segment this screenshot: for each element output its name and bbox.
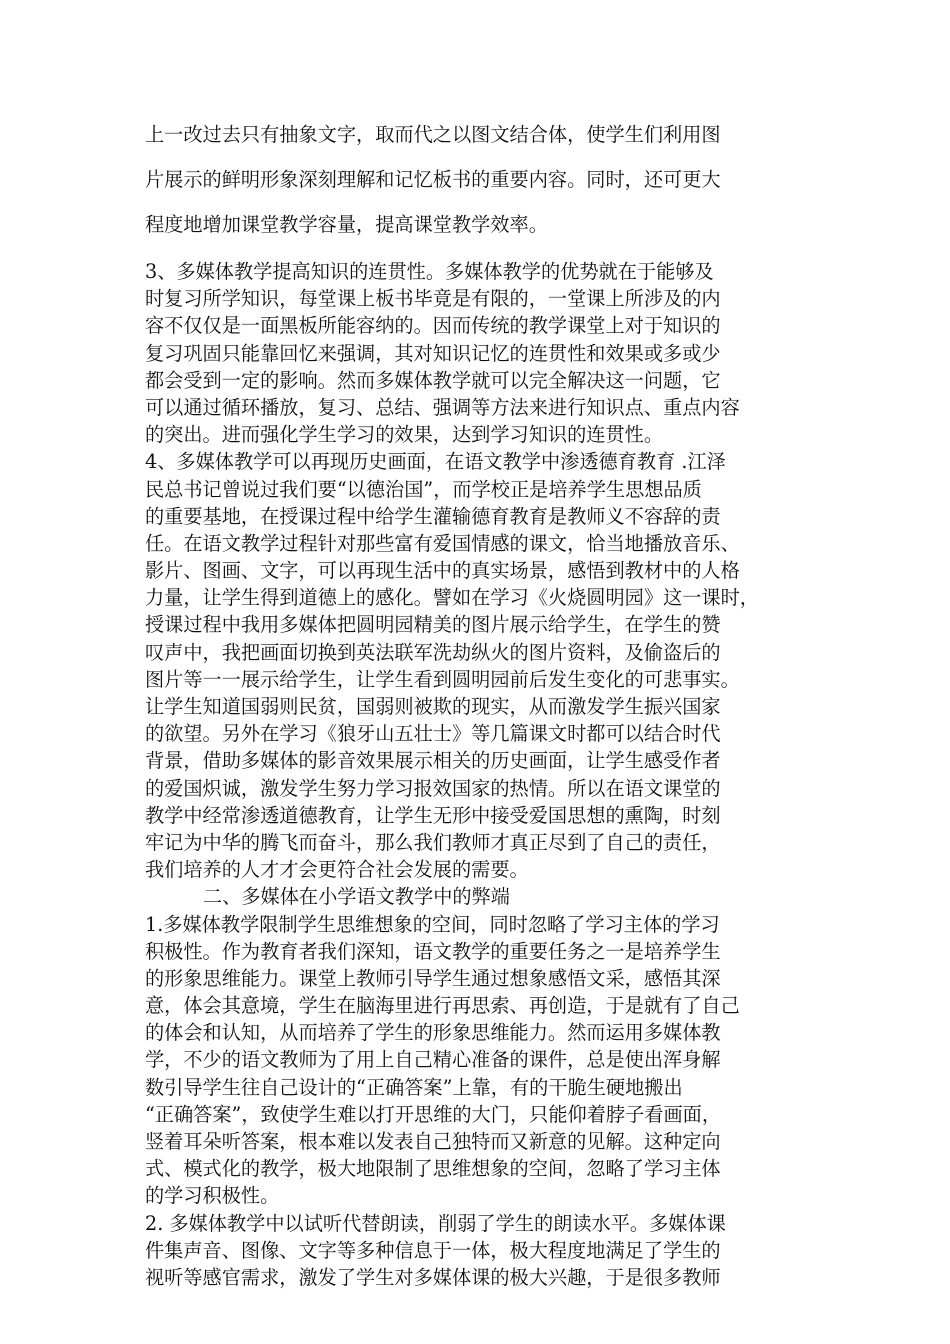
text-line: 学，不少的语文教师为了用上自己精心准备的课件，总是使出浑身解 bbox=[145, 1048, 721, 1072]
text-line: 教学中经常渗透道德教育，让学生无形中接受爱国思想的熏陶，时刻 bbox=[145, 803, 721, 827]
text-line: “正确答案”，致使学生难以打开思维的大门，只能仰着脖子看画面， bbox=[145, 1102, 722, 1126]
text-line: 意，体会其意境，学生在脑海里进行再思索、再创造，于是就有了自己 bbox=[145, 994, 740, 1018]
text-line: 叹声中，我把画面切换到英法联军洗劫纵火的图片资料，及偷盗后的 bbox=[145, 640, 721, 664]
text-line: 的爱国炽诚，激发学生努力学习报效国家的热情。所以在语文课堂的 bbox=[145, 776, 721, 800]
text-line: 图片等一一展示给学生，让学生看到圆明园前后发生变化的可悲事实。 bbox=[145, 667, 740, 691]
text-line: 的重要基地，在授课过程中给学生灌输德育教育是教师义不容辞的责 bbox=[145, 504, 721, 528]
text-line: 3、多媒体教学提高知识的连贯性。多媒体教学的优势就在于能够及 bbox=[145, 260, 714, 283]
text-line: 的学习积极性。 bbox=[145, 1184, 280, 1208]
text-line: 片展示的鲜明形象深刻理解和记忆板书的重要内容。同时，还可更大 bbox=[145, 168, 721, 191]
text-line: 授课过程中我用多媒体把圆明园精美的图片展示给学生，在学生的赞 bbox=[145, 613, 721, 637]
text-line: 的体会和认知，从而培养了学生的形象思维能力。然而运用多媒体教 bbox=[145, 1021, 721, 1045]
text-line: 影片、图画、文字，可以再现生活中的真实场景，感悟到教材中的人格 bbox=[145, 559, 740, 583]
text-line: 2. 多媒体教学中以试听代替朗读，削弱了学生的朗读水平。多媒体课 bbox=[145, 1211, 726, 1235]
text-line: 竖着耳朵听答案，根本难以发表自己独特而又新意的见解。这种定向 bbox=[145, 1130, 721, 1153]
body-text bbox=[145, 258, 813, 1291]
text-line: 让学生知道国弱则民贫，国弱则被欺的现实，从而激发学生振兴国家 bbox=[145, 695, 721, 718]
text-line: 的欲望。另外在学习《狼牙山五壮士》等几篇课文时都可以结合时代 bbox=[145, 722, 721, 746]
text-line: 视听等感官需求，激发了学生对多媒体课的极大兴趣，于是很多教师 bbox=[145, 1265, 721, 1289]
intro-paragraph bbox=[145, 112, 813, 247]
text-line: 的突出。进而强化学生学习的效果，达到学习知识的连贯性。 bbox=[145, 423, 664, 447]
text-line: 时复习所学知识，每堂课上板书毕竟是有限的，一堂课上所涉及的内 bbox=[145, 287, 721, 311]
text-line: 牢记为中华的腾飞而奋斗，那么我们教师才真正尽到了自己的责任， bbox=[145, 830, 721, 854]
text-line: 可以通过循环播放，复习、总结、强调等方法来进行知识点、重点内容 bbox=[145, 395, 740, 419]
text-line: 任。在语文教学过程针对那些富有爱国情感的课文，恰当地播放音乐、 bbox=[145, 531, 740, 555]
text-line: 都会受到一定的影响。然而多媒体教学就可以完全解决这一问题，它 bbox=[145, 368, 721, 392]
text-line: 1.多媒体教学限制学生思维想象的空间，同时忽略了学习主体的学习 bbox=[145, 912, 720, 936]
text-line: 背景，借助多媒体的影音效果展示相关的历史画面，让学生感受作者 bbox=[145, 749, 721, 773]
text-line: 复习巩固只能靠回忆来强调，其对知识记忆的连贯性和效果或多或少 bbox=[145, 341, 721, 365]
text-line: 积极性。作为教育者我们深知，语文教学的重要任务之一是培养学生 bbox=[145, 939, 721, 963]
text-line: 4、多媒体教学可以再现历史画面，在语文教学中渗透德育教育 .江泽 bbox=[145, 450, 726, 474]
text-line: 程度地增加课堂教学容量，提高课堂教学效率。 bbox=[145, 213, 548, 236]
text-line: 力量，让学生得到道德上的感化。譬如在学习《火烧圆明园》这一课时， bbox=[145, 586, 759, 610]
text-line: 式、模式化的教学，极大地限制了思维想象的空间，忽略了学习主体 bbox=[145, 1157, 721, 1181]
text-line: 件集声音、图像、文字等多种信息于一体，极大程度地满足了学生的 bbox=[145, 1238, 721, 1262]
text-line: 的形象思维能力。课堂上教师引导学生通过想象感悟文采，感悟其深 bbox=[145, 966, 721, 990]
section-heading: 二、多媒体在小学语文教学中的弊端 bbox=[203, 885, 510, 909]
text-line: 上一改过去只有抽象文字，取而代之以图文结合体，使学生们利用图 bbox=[145, 123, 721, 146]
text-line: 民总书记曾说过我们要“以德治国”，而学校正是培养学生思想品质 bbox=[145, 477, 702, 501]
text-line: 容不仅仅是一面黑板所能容纳的。因而传统的教学课堂上对于知识的 bbox=[145, 314, 721, 338]
text-line: 数引导学生往自己设计的“正确答案”上靠，有的干脆生硬地搬出 bbox=[145, 1075, 683, 1099]
text-line: 我们培养的人才才会更符合社会发展的需要。 bbox=[145, 858, 529, 882]
